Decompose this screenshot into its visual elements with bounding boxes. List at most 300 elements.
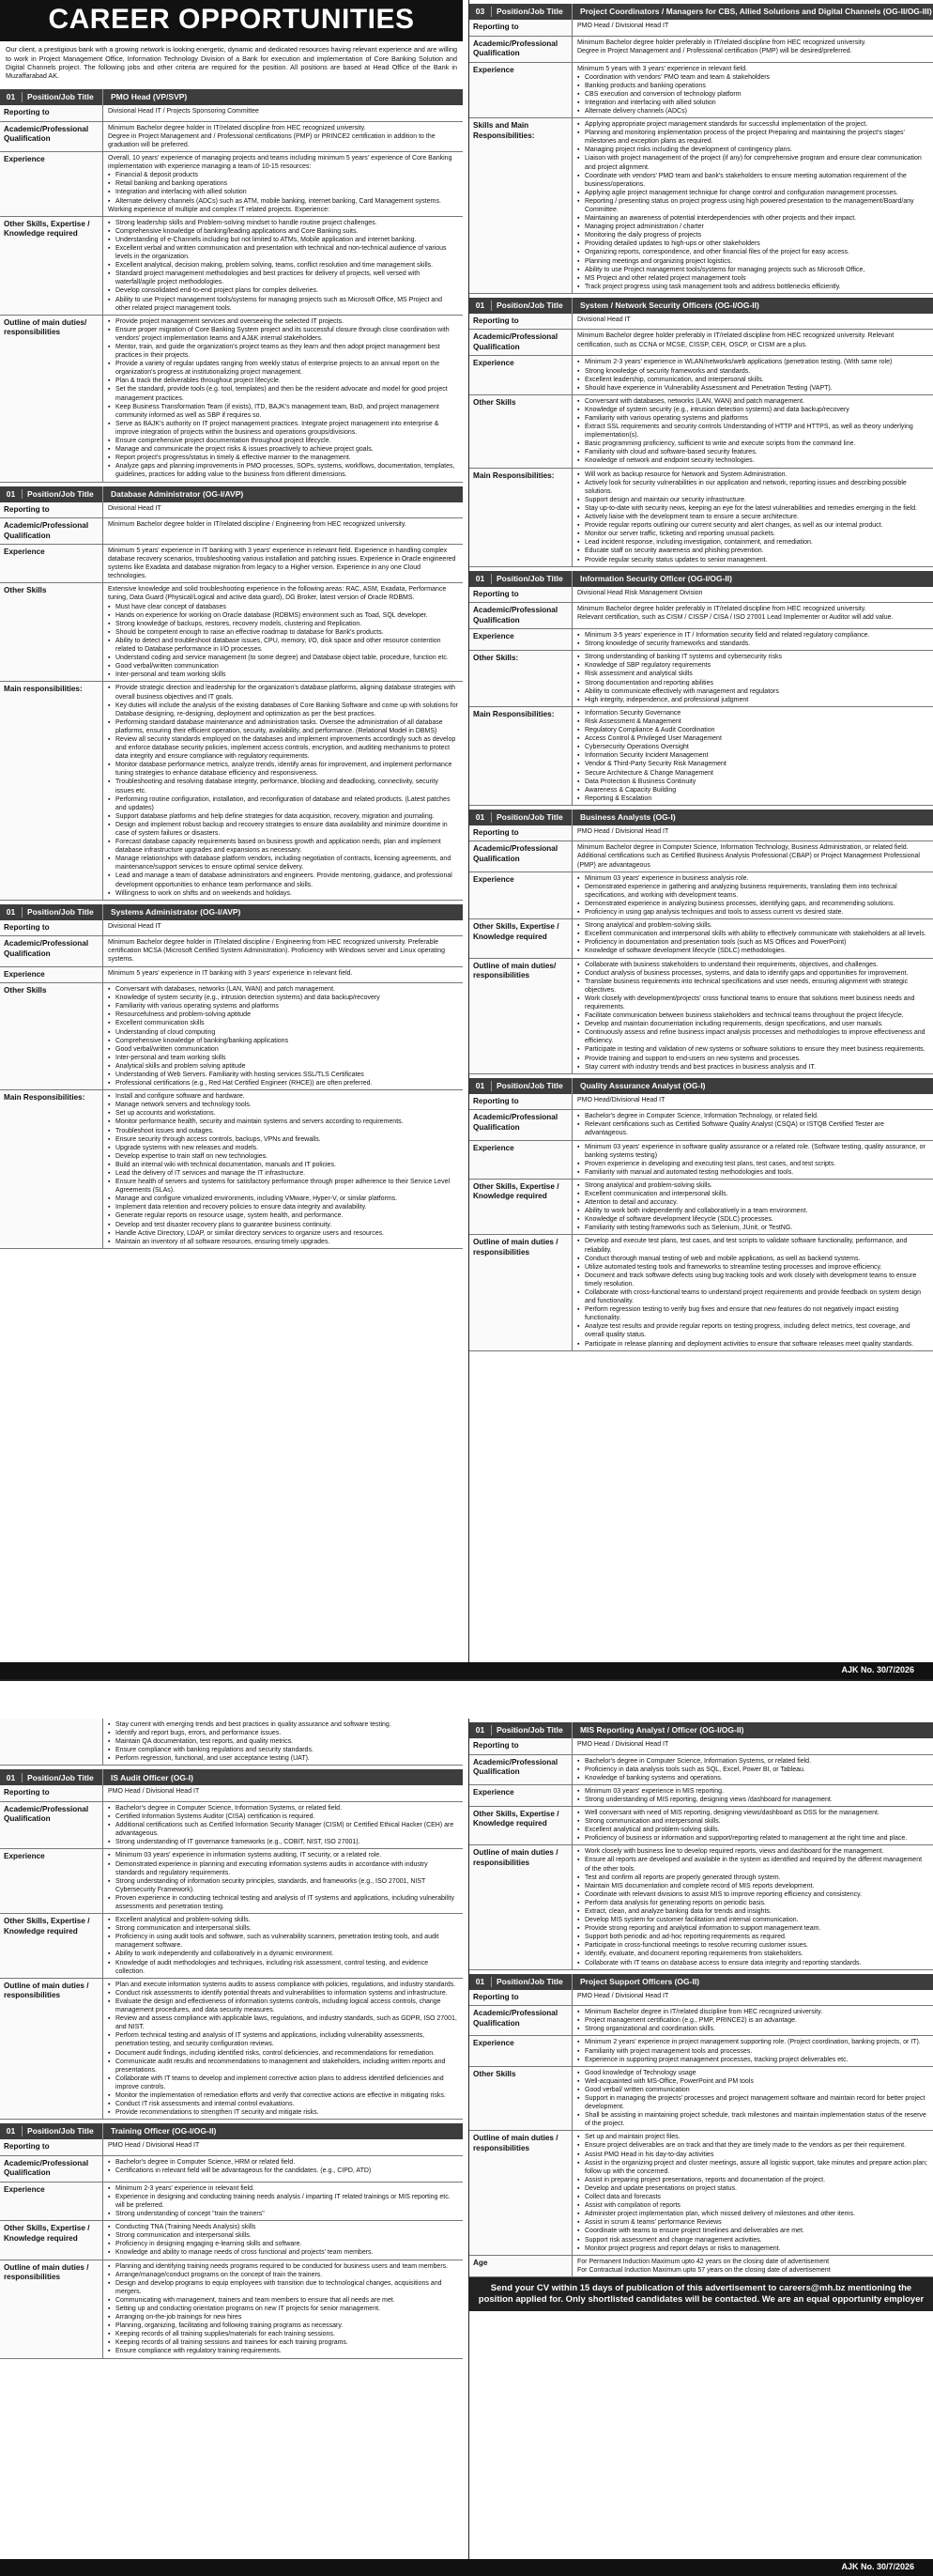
bullet-item: ▪ Lead the delivery of IT services and manage the IT infrastructure. <box>108 1169 458 1178</box>
row-label: Reporting to <box>469 1990 573 2006</box>
row-label: Academic/Professional Qualification <box>0 936 103 965</box>
row-text: PMO Head / Divisional Head IT <box>577 827 669 835</box>
row-label: Other Skills: <box>469 651 573 706</box>
bullet-item: ▪ Proven experience in conducting technical testing and analysis of IT systems and applications, including vulnerability assessments and penetration testing. <box>108 1894 458 1911</box>
bullet-item: ▪ Excellent communication and interpersonal skills. <box>577 1190 928 1198</box>
bullet-item: ▪ Stay current with emerging trends and best practices in quality assurance and software testing. <box>108 1720 458 1729</box>
bullet-item: ▪ Ability to work independently and collaboratively in a dynamic environment. <box>108 1950 458 1958</box>
bullet-item: ▪ Proficiency in data analysis tools such as SQL, Excel, Power BI, or Tableau. <box>577 1766 928 1774</box>
row-value <box>573 651 933 706</box>
row-text: Minimum Bachelor degree holder in IT/related discipline / Engineering from HEC recognized university. <box>108 521 406 529</box>
bullet-list <box>577 2038 928 2063</box>
bullet-item: ▪ Monitor database performance metrics, analyze trends, identify areas for improvement, and implement performance tuning strategies to enhance database efficiency and responsiveness. <box>108 761 458 778</box>
bullet-item: ▪ Hands on experience for working on Oracle database (RDBMS) environment such as Toad, SQL developer. <box>108 611 458 620</box>
bullet-item: ▪ Bachelor's degree in Computer Science, Information Systems, or related field. <box>108 1804 458 1812</box>
bullet-item: ▪ Strong understanding of concept "train the trainers" <box>108 2210 458 2218</box>
row-label: Main responsibilities: <box>0 682 103 899</box>
row-value <box>103 122 463 151</box>
bullet-item: ▪ Minimum 03 years' experience in business analysis role. <box>577 874 928 883</box>
bullet-item: ▪ Analyze test results and provide regular reports on testing progress, including defect metrics, test coverage, and overall quality status. <box>577 1322 928 1339</box>
bullet-item: ▪ Actively look for security vulnerabilities in our application and network, reporting issues and describing possible solutions. <box>577 479 928 496</box>
row-label: Experience <box>469 2036 573 2065</box>
bullet-item: ▪ Analyze gaps and planning improvements in PMO processes, SOPs, systems, workflows, documentation, templates, guidelines, practices for adding value to the business from different dimensions. <box>108 462 458 479</box>
bullet-item: ▪ Knowledge of system security (e.g., intrusion detection systems) and data backup/recovery <box>577 406 928 414</box>
bullet-item: ▪ Ability to communicate effectively with management and regulators <box>577 687 928 696</box>
bullet-list <box>108 985 458 1087</box>
row-text: PMO Head/Divisional Head IT <box>577 1096 665 1103</box>
bullet-item: ▪ Excellent verbal and written communication and presentation with technical and non-technical audience of various levels in the organization. <box>108 244 458 261</box>
row-value <box>573 1807 933 1844</box>
ad-reference: AJK No. 30/7/2026 <box>0 2559 933 2576</box>
row-value <box>103 152 463 216</box>
bullet-item: ▪ Will work as backup resource for Network and System Administration. <box>577 470 928 479</box>
row-label: Reporting to <box>469 314 573 330</box>
row-label: Reporting to <box>0 1785 103 1801</box>
sheet2-left-column <box>0 1719 463 2576</box>
row-value <box>573 37 933 62</box>
row-value <box>103 1849 463 1913</box>
bullet-item: ▪ Willingness to work on shifts and on weekends and holidays. <box>108 889 458 898</box>
bullet-item: ▪ Provide regular reports outlining our current security and alert changes, as well as our internal product. <box>577 521 928 530</box>
row-value <box>573 825 933 841</box>
bullet-item: ▪ Set up accounts and workstations. <box>108 1109 458 1118</box>
position-label: Position/Job Title <box>492 298 573 314</box>
position-label: Position/Job Title <box>23 89 103 105</box>
row-text: Minimum Bachelor degree holder in IT/related discipline from HEC recognized university. <box>108 124 366 131</box>
bullet-list <box>108 1092 458 1246</box>
bullet-item: ▪ Demonstrated experience in gathering and analyzing business requirements, translating them into technical specifications, and working with development teams. <box>577 883 928 900</box>
bullet-list <box>577 1809 928 1843</box>
detail-row <box>0 2221 463 2260</box>
bullet-item: ▪ High integrity, independence, and professional judgment <box>577 696 928 704</box>
row-value <box>103 2183 463 2220</box>
bullet-item: ▪ Experience in designing and conducting training needs analysis / imparting IT related trainings or MIS reporting etc. will be preferred. <box>108 2193 458 2210</box>
detail-row <box>0 217 463 316</box>
bullet-item: ▪ Key duties will include the analysis of the existing databases of Core Banking Software and come up with solutions for Database designing, re-designing, deployment and optimization as per the best practices. <box>108 702 458 718</box>
detail-row <box>469 314 933 331</box>
position-count: 01 <box>0 2126 23 2136</box>
bullet-item: ▪ Standard project management methodologies and best practices for delivery of projects, well versed with waterfall/agile project methodologies. <box>108 270 458 286</box>
detail-row <box>469 872 933 919</box>
detail-row <box>469 919 933 958</box>
bullet-item: ▪ Strong documentation and reporting abilities <box>577 679 928 687</box>
bullet-item: ▪ Regulatory Compliance & Audit Coordination <box>577 726 928 734</box>
bullet-item: ▪ Alternate delivery channels (ADCs) <box>577 107 928 116</box>
bullet-item: ▪ Maintaining an awareness of potential interdependencies with other projects and their impact. <box>577 214 928 223</box>
bullet-list <box>108 2262 458 2356</box>
bullet-item: ▪ Proficiency in using gap analysis techniques and tools to assess current vs desired state. <box>577 908 928 917</box>
row-value <box>573 1755 933 1784</box>
bullet-item: ▪ Certified Information Systems Auditor (CISA) certification is required. <box>108 1812 458 1821</box>
bullet-item: ▪ Managing project risks including the development of contingency plans. <box>577 146 928 154</box>
detail-row <box>469 2036 933 2066</box>
row-text: PMO Head / Divisional Head IT <box>108 2142 200 2150</box>
bullet-item: ▪ Excellent communication skills <box>108 1019 458 1027</box>
row-value <box>573 959 933 1073</box>
row-label: Academic/Professional Qualification <box>469 37 573 62</box>
ad-reference: AJK No. 30/7/2026 <box>0 1662 933 1679</box>
bullet-item: ▪ Ability to use Project management tools/systems for managing projects such as Microsoft Office, MS Project and other related project management tools. <box>108 296 458 313</box>
section-header <box>0 1769 463 1785</box>
detail-row <box>469 395 933 469</box>
bullet-item: ▪ Report project's progress/status in timely & effective manner to the management. <box>108 454 458 462</box>
bullet-item: ▪ Access Control & Privileged User Management <box>577 734 928 743</box>
row-label: Outline of main duties / responsibilities <box>0 2260 103 2358</box>
bullet-list <box>108 1981 458 2118</box>
bullet-item: ▪ Conduct analysis of business processes, systems, and data to identify gaps and opportunities for improvement. <box>577 969 928 978</box>
bullet-item: ▪ Proficiency in using audit tools and software, such as vulnerability scanners, penetration testing tools, and audit management software. <box>108 1933 458 1950</box>
bullet-item: ▪ Coordinate with teams to ensure project timelines and deliverables are met. <box>577 2227 928 2235</box>
row-label: Reporting to <box>469 825 573 841</box>
bullet-item: ▪ Reporting & Escalation <box>577 794 928 803</box>
row-value <box>573 2067 933 2131</box>
row-text: Minimum Bachelor degree holder preferably in IT/related discipline from HEC recognized university. <box>577 39 866 46</box>
detail-row <box>469 1807 933 1845</box>
bullet-item: ▪ Comprehensive knowledge of banking/leading applications and Core Banking suits. <box>108 227 458 236</box>
bullet-item: ▪ Basic programming proficiency, sufficient to write and execute scripts from the command line. <box>577 440 928 448</box>
bullet-item: ▪ Strong communication and interpersonal skills. <box>108 1924 458 1933</box>
row-value <box>103 1914 463 1978</box>
bullet-item: ▪ Provide project management services and overseeing the selected IT projects. <box>108 317 458 326</box>
row-label: Academic/Professional Qualification <box>469 1755 573 1784</box>
bullet-item: ▪ Participate in testing and validation of new systems or software solutions to ensure they meet business requirements. <box>577 1045 928 1054</box>
bullet-item: ▪ Strong analytical and problem-solving skills. <box>577 1181 928 1190</box>
detail-row <box>469 841 933 872</box>
row-label: Reporting to <box>0 105 103 121</box>
bullet-item: ▪ Knowledge of banking systems and operations. <box>577 1774 928 1782</box>
bullet-item: ▪ Professional certifications (e.g., Red Hat Certified Engineer (RHCE)) are often preferred. <box>108 1079 458 1087</box>
job-title: IS Audit Officer (OG-I) <box>111 1772 193 1782</box>
sheet2-right-sections <box>469 1722 933 2277</box>
detail-row <box>469 1738 933 1755</box>
bullet-item: ▪ Design and develop programs to equip employees with transition due to technological changes, acquisitions and mergers. <box>108 2279 458 2296</box>
row-value <box>573 872 933 918</box>
bullet-item: ▪ Serve as BAJK's authority on IT project management practices. Integrate project management into enterprise & improve integration of projects within the business and operations groups/divisions. <box>108 420 458 437</box>
bullet-item: ▪ Develop and execute test plans, test cases, and test scripts to validate software functionality, performance, and reliability. <box>577 1237 928 1254</box>
detail-row <box>469 651 933 707</box>
bullet-item: ▪ Identify and report bugs, errors, and performance issues. <box>108 1729 458 1737</box>
row-value <box>573 469 933 566</box>
row-value <box>573 1785 933 1806</box>
bullet-item: ▪ Relevant certifications such as Certified Software Quality Analyst (CSQA) or ISTQB Certified Tester are advantageous. <box>577 1120 928 1137</box>
row-value <box>103 2139 463 2155</box>
bullet-item: ▪ Administer project implementation plan, which missed delivery of milestones and other items. <box>577 2210 928 2218</box>
bullet-item: ▪ Upgrade systems with new releases and models. <box>108 1144 458 1152</box>
bullet-item: ▪ Good verbal/ written communication <box>577 2086 928 2094</box>
continuation-list <box>108 1720 458 1763</box>
row-value <box>103 583 463 681</box>
row-text: Minimum Bachelor degree holder preferably in IT/related discipline from HEC recognized university. Relevant certification, such as CCNA or MCSE, CISSP, CEH, OSCP, or CISM are a plus. <box>577 332 895 348</box>
detail-row <box>469 1990 933 2007</box>
detail-row <box>469 1235 933 1350</box>
row-label: Experience <box>469 629 573 650</box>
bullet-list <box>108 2223 458 2257</box>
bullet-item: ▪ Familiarity with various operating systems and platforms <box>577 414 928 423</box>
bullet-list <box>577 1847 928 1967</box>
bullet-item: ▪ Liaison with project management of the project (if any) for comprehensive program and ensure clear communication and project alignment. <box>577 154 928 171</box>
row-text: Overall, 10 years' experience of managing projects and teams including minimum 5 years' experience of Core Banking implementation with experience managing a team of 10-15 resources: <box>108 155 452 171</box>
bullet-list <box>577 120 928 291</box>
row-label: Reporting to <box>0 920 103 936</box>
bullet-item: ▪ Strong understanding of IT governance frameworks (e.g., COBIT, NIST, ISO 27001). <box>108 1838 458 1846</box>
row-value <box>573 1235 933 1350</box>
bullet-list <box>577 874 928 917</box>
detail-row <box>0 1914 463 1979</box>
row-label: Outline of main duties / responsibilities <box>469 1235 573 1350</box>
detail-row <box>0 105 463 122</box>
intro-text: Our client, a prestigious bank with a growing network is looking energetic, dynamic and dedicated resources having relevant experience and are willing to work in Project Management Office, Information Technology Division of a Bank for execution and implementation of Core Banking Solution and Digital Channels project. The following jobs and other criteria are required for the position. All positions are based at Head Office of the Bank in Muzaffarabad AK. <box>6 45 457 81</box>
detail-row <box>0 152 463 217</box>
row-label: Academic/Professional Qualification <box>0 2156 103 2182</box>
bullet-item: ▪ Providing detailed updates to high-ups or other stakeholders <box>577 239 928 248</box>
row-text: Divisional Head Risk Management Division <box>577 589 703 596</box>
row-value <box>573 330 933 355</box>
bullet-item: ▪ Minimum 03 years' experience in MIS reporting. <box>577 1787 928 1796</box>
bullet-item: ▪ Plan & track the deliverables throughout project lifecycle. <box>108 377 458 385</box>
bullet-item: ▪ Assist with compilation of reports <box>577 2201 928 2210</box>
bullet-item: ▪ Assist in preparing project presentations, reports and documentation of the project. <box>577 2176 928 2184</box>
bullet-item: ▪ Proficiency in documentation and presentation tools (such as MS Offices and PowerPoint) <box>577 938 928 947</box>
bullet-list <box>108 317 458 480</box>
row-value <box>573 2036 933 2065</box>
bullet-item: ▪ Knowledge of software development lifecycle (SDLC) processes. <box>577 1215 928 1224</box>
bullet-item: ▪ Strong understanding of banking IT systems and cybersecurity risks <box>577 653 928 661</box>
bullet-item: ▪ Collaborate with business stakeholders to understand their requirements, objectives, and challenges. <box>577 961 928 969</box>
bullet-item: ▪ Financial & deposit products <box>108 171 458 179</box>
row-label: Other Skills <box>0 983 103 1089</box>
bullet-item: ▪ Bachelor's degree in Computer Science, HRM or related field. <box>108 2158 458 2167</box>
sheet1-right-sections <box>469 4 933 1351</box>
bullet-list <box>108 1804 458 1846</box>
detail-row <box>0 2156 463 2183</box>
bullet-item: ▪ Should be competent enough to raise an effective roadmap to database for Bank's products. <box>108 628 458 637</box>
position-count: 01 <box>469 301 492 311</box>
row-value <box>573 707 933 805</box>
bullet-item: ▪ Monitor the implementation of remediation efforts and verify that corrective actions are effective in mitigating risks. <box>108 2091 458 2100</box>
bullet-item: ▪ Attention to detail and accuracy. <box>577 1198 928 1207</box>
bullet-item: ▪ Ensure health of servers and systems for satisfactory performance through proper adherence to their Service Level Agreements (SLAs). <box>108 1178 458 1195</box>
row-label: Other Skills <box>469 395 573 468</box>
position-count: 01 <box>469 574 492 584</box>
row-text: PMO Head / Divisional Head IT <box>577 1741 669 1748</box>
bullet-item: ▪ Coordination with vendors' PMO team and team & stakeholders <box>577 73 928 82</box>
row-label: Academic/Professional Qualification <box>0 1802 103 1848</box>
position-label: Position/Job Title <box>23 904 103 920</box>
row-text: PMO Head / Divisional Head IT <box>577 23 669 29</box>
row-text: Minimum 5 years' experience in IT banking with 3 years' experience in relevant field. Experience in handling complex database recovery scenarios, troubleshooting various installation and patching issues. Experience in Oracle engineered systems like Exadata and database migration from legacy to a Higher version. Experience in any one Cloud technologies. <box>108 548 456 580</box>
detail-row <box>469 707 933 806</box>
bullet-item: ▪ Knowledge of software development lifecycle (SDLC) methodologies. <box>577 947 928 955</box>
bullet-item: ▪ Participate in release planning and deployment activities to ensure that software releases meet quality standards. <box>577 1340 928 1349</box>
row-value <box>103 1785 463 1801</box>
section-header <box>0 2123 463 2139</box>
row-label: Outline of main duties/ responsibilities <box>0 316 103 482</box>
bullet-item: ▪ Conduct thorough manual testing of web and mobile applications, as well as backend systems. <box>577 1255 928 1263</box>
bullet-item: ▪ Install and configure software and hardware. <box>108 1092 458 1101</box>
bullet-item: ▪ Educate staff on security awareness and phishing prevention. <box>577 547 928 555</box>
row-text: Divisional Head IT <box>577 316 631 323</box>
bullet-item: ▪ Arranging on-the-job trainings for new hires <box>108 2313 458 2321</box>
sheet1-left-sections <box>0 89 463 1249</box>
bullet-item: ▪ Track project progress using task management tools and address bottlenecks efficiently. <box>577 283 928 291</box>
row-text: Degree in Project Management and / Professional certification (PMP) will be desired/preferred. <box>577 47 852 54</box>
bullet-item: ▪ Extract, clean, and analyze banking data for trends and insights. <box>577 1907 928 1916</box>
bullet-item: ▪ Familiarity with various operating systems and platforms <box>108 1002 458 1010</box>
position-count: 01 <box>0 907 23 918</box>
bullet-item: ▪ Ability to detect and troubleshoot database issues, CPU, memory, I/O, disk space and other resource contention related to Database performance in I/O processes. <box>108 637 458 654</box>
bullet-item: ▪ Review all security standards employed on the databases and implement improvements accordingly such as develop and enforce database security policies, implement access controls, encryption, and auditing mechanisms to protect data integrity and ensure compliance with regulatory requirements. <box>108 735 458 761</box>
row-label: Main Responsibilities: <box>0 1090 103 1248</box>
detail-row <box>469 469 933 567</box>
bullet-item: ▪ Actively liaise with the development team to ensure a secure architecture. <box>577 513 928 521</box>
position-label: Position/Job Title <box>23 486 103 502</box>
apply-instructions: Send your CV within 15 days of publication of this advertisement to careers@mh.bz mentioning the position applied for. Only shortlisted candidates will be contacted. We are an equal opportunity employer <box>469 2277 933 2311</box>
bullet-item: ▪ Information Security Incident Management <box>577 751 928 760</box>
bullet-item: ▪ Extract SSL requirements and security controls Understanding of HTTP and HTTPS, as well as theory underlying implementation(s). <box>577 423 928 440</box>
detail-row <box>0 2260 463 2359</box>
bullet-item: ▪ Retail banking and banking operations <box>108 179 458 188</box>
bullet-list <box>577 2008 928 2033</box>
detail-row <box>469 63 933 119</box>
bullet-list <box>108 2158 458 2175</box>
position-label: Position/Job Title <box>492 4 573 20</box>
continuation-row <box>0 1719 463 1766</box>
position-label: Position/Job Title <box>492 1974 573 1990</box>
detail-row <box>0 1979 463 2121</box>
bullet-item: ▪ Experience in supporting project management processes, tracking project deliverables etc. <box>577 2056 928 2064</box>
bullet-list <box>577 1757 928 1782</box>
row-label: Academic/Professional Qualification <box>469 603 573 628</box>
row-text: Minimum 5 years' experience in IT banking with 3 years' experience in relevant field. <box>108 969 353 977</box>
position-label: Position/Job Title <box>492 1722 573 1738</box>
job-title: Project Coordinators / Managers for CBS, Allied Solutions and Digital Channels (OG-II/OG-III) <box>580 7 932 17</box>
detail-row <box>0 316 463 483</box>
row-value <box>573 356 933 393</box>
bullet-item: ▪ Ensure compliance with banking regulations and security standards. <box>108 1746 458 1754</box>
row-value <box>573 2006 933 2035</box>
row-label: Experience <box>469 1141 573 1179</box>
bullet-list <box>577 2069 928 2129</box>
bullet-item: ▪ Information Security Governance <box>577 709 928 717</box>
row-label: Reporting to <box>469 1738 573 1754</box>
detail-row <box>469 37 933 63</box>
row-text: Minimum Bachelor degree holder preferably in IT/related discipline from HEC recognized university. <box>577 606 866 613</box>
bullet-item: ▪ Stay up-to-date with security news, keeping an eye for the latest vulnerabilities and remedies emerging in the field. <box>577 504 928 513</box>
bullet-item: ▪ Ensure project deliverables are on track and that they are timely made to the vendors as per their requirement. <box>577 2141 928 2150</box>
bullet-item: ▪ Good verbal/written communication <box>108 1045 458 1054</box>
row-value <box>573 629 933 650</box>
bullet-item: ▪ Certifications in relevant field will be advantageous for the candidates. (e.g., CIPD, ATD) <box>108 2167 458 2175</box>
job-title: Business Analysts (OG-I) <box>580 811 676 822</box>
row-text: PMO Head / Divisional Head IT <box>577 1992 669 1999</box>
detail-row <box>469 1094 933 1111</box>
bullet-item: ▪ Work closely with business line to develop required reports, views and dashboard for the management. <box>577 1847 928 1856</box>
bullet-list <box>108 2184 458 2218</box>
position-count: 03 <box>469 7 492 17</box>
row-text: For Permanent Induction Maximum upto 42 years on the closing date of advertisement <box>577 2258 830 2265</box>
bullet-item: ▪ Strong knowledge of backups, restores, recovery models, clustering and Replication. <box>108 620 458 628</box>
row-label: Outline of main duties / responsibilities <box>469 1845 573 1968</box>
bullet-list <box>108 1851 458 1911</box>
bullet-item: ▪ Alternate delivery channels (ADCs) such as ATM, mobile banking, internet banking, Card Management systems. <box>108 197 458 206</box>
position-count: 01 <box>469 1725 492 1735</box>
detail-row <box>469 330 933 356</box>
bullet-item: ▪ Monitoring the daily progress of projects <box>577 231 928 239</box>
bullet-item: ▪ Applying agile project management technique for change control and configuration management processes. <box>577 189 928 197</box>
bullet-item: ▪ Conversant with databases, networks (LAN, WAN) and patch management. <box>108 985 458 994</box>
bullet-list <box>577 470 928 564</box>
detail-row <box>469 1141 933 1180</box>
row-text: Minimum Bachelor degree holder in IT/related discipline / Engineering from HEC recognized university. Preferable certification MCSA (Microsoft Certified System Administration). Proficiency with Windows server and Linux operating systems. <box>108 939 446 964</box>
job-title: Quality Assurance Analyst (OG-I) <box>580 1080 706 1090</box>
bullet-item: ▪ Perform technical testing and analysis of IT systems and applications, including vulnerability assessments, penetration testing, and security configuration reviews. <box>108 2031 458 2048</box>
bullet-item: ▪ Provide strong reporting and analytical information to support management team. <box>577 1924 928 1933</box>
bullet-list <box>577 961 928 1072</box>
detail-row <box>0 1785 463 1802</box>
bullet-list <box>577 397 928 466</box>
detail-row <box>469 959 933 1074</box>
bullet-item: ▪ Ensure proper migration of Core Banking System project and its successful closure through close coordination with vendors' project implementation teams and AJ&K internal stakeholders. <box>108 326 458 343</box>
sheet2-right-column <box>468 1719 933 2576</box>
bullet-list <box>577 631 928 648</box>
bullet-item: ▪ Integration and interfacing with allied solution <box>577 99 928 107</box>
row-label: Academic/Professional Qualification <box>469 841 573 871</box>
row-value <box>103 217 463 315</box>
bullet-item: ▪ Proven experience in developing and executing test plans, test cases, and test scripts. <box>577 1160 928 1168</box>
row-label: Academic/Professional Qualification <box>0 518 103 544</box>
position-count: 01 <box>0 489 23 500</box>
bullet-list <box>108 171 458 205</box>
job-title: MIS Reporting Analyst / Officer (OG-I/OG-II) <box>580 1725 744 1735</box>
row-label: Outline of main duties/ responsibilities <box>469 959 573 1073</box>
row-value <box>103 502 463 518</box>
bullet-item: ▪ Well-acquainted with MS-Office, PowerPoint and PM tools <box>577 2077 928 2086</box>
position-count: 01 <box>469 812 492 823</box>
row-text: Additional certifications such as Certified Business Analysis Professional (CBAP) or Project Management Professional (PMP) are advantageous <box>577 853 920 869</box>
bullet-item: ▪ Well conversant with need of MIS reporting, designing views/dashboard as DSS for the management. <box>577 1809 928 1817</box>
section-header <box>469 810 933 825</box>
row-label: Academic/Professional Qualification <box>469 330 573 355</box>
row-value <box>103 316 463 482</box>
row-text: PMO Head / Divisional Head IT <box>108 1788 200 1796</box>
detail-row <box>0 583 463 682</box>
row-label <box>0 1719 103 1765</box>
bullet-item: ▪ Minimum 2 years' experience in project management supporting role. (Project coordination, banking projects, or IT). <box>577 2038 928 2046</box>
row-value <box>573 1180 933 1235</box>
bullet-item: ▪ Develop and maintain documentation including requirements, design specifications, and user manuals. <box>577 1020 928 1028</box>
bullet-item: ▪ Assist in scrum & teams' performance Reviews <box>577 2218 928 2227</box>
bullet-item: ▪ Translate business requirements into technical specifications and user needs, ensuring alignment with strategic objectives. <box>577 978 928 995</box>
row-label: Other Skills <box>0 583 103 681</box>
bullet-list <box>577 1787 928 1804</box>
row-value <box>103 967 463 983</box>
bullet-item: ▪ Perform data analysis for generating reports on periodic basis. <box>577 1899 928 1907</box>
row-label: Experience <box>0 1849 103 1913</box>
row-value <box>573 1845 933 1968</box>
detail-row <box>0 682 463 900</box>
row-value <box>573 118 933 293</box>
bullet-item: ▪ Risk Assessment & Management <box>577 717 928 726</box>
section-header <box>0 89 463 105</box>
detail-row <box>469 629 933 651</box>
bullet-item: ▪ Assist in the organizing project and cluster meetings, assure all logistic support, take minutes and prepare action plan; follow up with the concerned. <box>577 2159 928 2176</box>
bullet-item: ▪ Proficiency of business or information and support/reporting related to management at the right time and place. <box>577 1834 928 1843</box>
bullet-item: ▪ Stay current with industry trends and best practices in business analysis and IT. <box>577 1063 928 1072</box>
advert-sheet-2 <box>0 1719 933 2576</box>
bullet-item: ▪ Proficiency in designing engaging e-learning skills and software. <box>108 2240 458 2248</box>
bullet-item: ▪ Minimum 03 years' experience in software quality assurance or a related role. (Software testing, quality assurance, or banking systems testing) <box>577 1143 928 1160</box>
row-label: Reporting to <box>469 20 573 36</box>
